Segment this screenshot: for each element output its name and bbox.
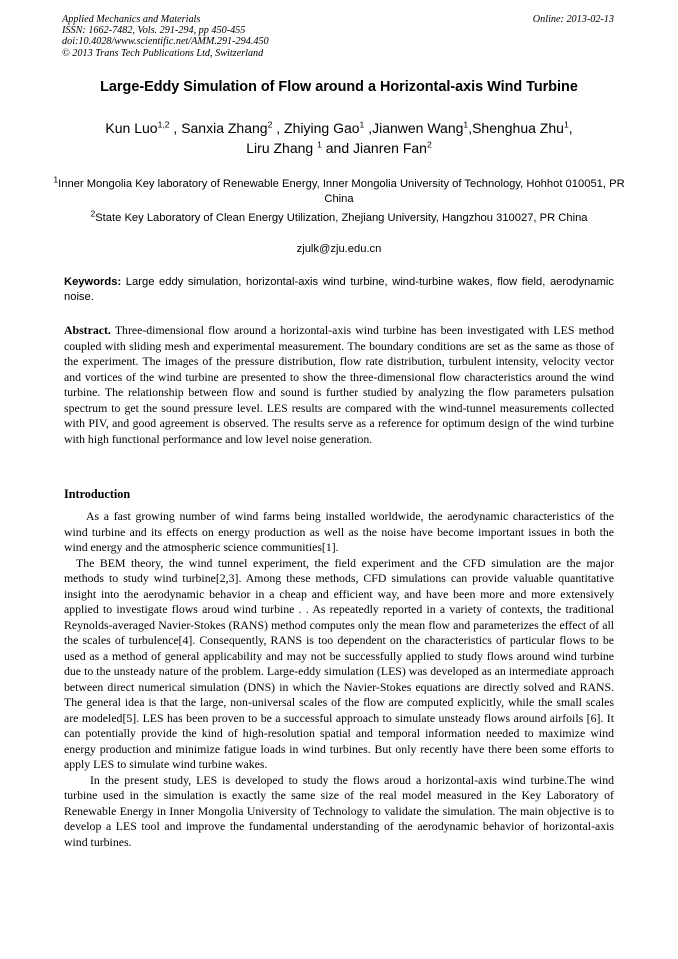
- author: Jianwen Wang$^1$,: [372, 119, 473, 136]
- journal-header: [62, 14, 614, 59]
- author-list: [40, 118, 638, 158]
- abstract: [64, 323, 614, 447]
- author: Liru Zhang $^1$ and: [246, 139, 354, 156]
- abstract-label: Abstract.: [64, 323, 111, 337]
- keywords-label: Keywords:: [64, 276, 122, 288]
- author: Kun Luo$^{1,2}$ ,: [105, 119, 182, 136]
- author: Zhiying Gao$^1$ ,: [284, 119, 373, 136]
- affiliation-1: $^1$Inner Mongolia Key laboratory of Renewable Energy, Inner Mongolia University of Technology, Hohhot 010051, PR China: [53, 174, 625, 205]
- doi-line: doi:10.4028/www.scientific.net/AMM.291-294.450: [62, 36, 269, 48]
- journal-name: Applied Mechanics and Materials: [62, 14, 201, 25]
- keywords: [64, 275, 614, 305]
- keywords-text: Large eddy simulation, horizontal-axis wind turbine, wind-turbine wakes, flow field, aerodynamic noise.: [64, 276, 614, 303]
- issn-line: ISSN: 1662-7482, Vols. 291-294, pp 450-455: [62, 25, 246, 37]
- introduction-body: [64, 509, 614, 850]
- affiliation-2: $^2$State Key Laboratory of Clean Energy Utilization, Zhejiang University, Hangzhou 310027, PR China: [90, 208, 588, 224]
- author: Jianren Fan$^2$: [353, 139, 432, 156]
- online-date: Online: 2013-02-13: [532, 14, 614, 25]
- abstract-text: Three-dimensional flow around a horizontal-axis wind turbine has been investigated with LES method coupled with sliding mesh and experimental measurement. The boundary conditions are set as the same as those of the experiment. The images of the pressure distribution, flow rate distribution, turbulent intensity, velocity vector and vortices of the wind turbine are presented to show the three-dimensional flow characteristics around the wind turbine. The relationship between flow and sound is further studied by analyzing the flow parameters pulsation spectrum to get the sound pressure level. LES results are compared with the wind-tunnel measurements collected with PIV, and good agreement is observed. The results serve as a reference for optimum design of the wind turbine with high functional performance and low level noise generation.: [64, 323, 614, 446]
- section-heading-introduction: Introduction: [64, 487, 131, 501]
- author: Sanxia Zhang$^2$ ,: [181, 119, 285, 136]
- contact-email[interactable]: zjulk@zju.edu.cn: [296, 243, 382, 255]
- paragraph: As a fast growing number of wind farms being installed worldwide, the aerodynamic characteristics of the wind turbine and its effects on energy production as well as the noise have become important issues in both the wind energy and the atmospheric science communities[1].: [64, 509, 614, 554]
- paper-title: Large-Eddy Simulation of Flow around a Horizontal-axis Wind Turbine: [100, 79, 578, 95]
- paragraph: The BEM theory, the wind tunnel experiment, the field experiment and the CFD simulation are the major methods to study wind turbine[2,3]. Among these methods, CFD simulations can provide valuable quantitative insight into the aerodynamic behavior in a cheap and efficient way, and have been more and more extensively applied to investigate flows aroud wind turbine . . As repeatedly reported in a variety of contexts, the traditional Reynolds-averaged Navier-Stokes (RANS) method computes only the mean flow and parameterizes the effect of all the scales of turbulence[4]. Consequently, RANS is too dependent on the characteristics of particular flows to be used as a method of general applicability and may not be successfully applied to study flows around wind turbine due to the unsteady nature of the problem. Large-eddy simulation (LES) was developed as an intermediate approach between direct numerical simulation (DNS) in which the Navier-Stokes equations are directly solved and RANS. The general idea is that the large, non-universal scales of the flow are computed explicitly, while the small scales are modeled[5]. LES has been proven to be a successful approach to simulate unsteady flows around airfoils [6]. It can potentially provide the kind of high-resolution spatial and temporal information needed to maximize wind energy production and minimize fatigue loads in wind turbines. But only recently have there been some efforts to apply LES to simulate wind turbine wakes.: [64, 555, 614, 771]
- author: Shenghua Zhu$^1$,: [472, 119, 573, 136]
- paragraph: In the present study, LES is developed to study the flows aroud a horizontal-axis wind turbine.The wind turbine used in the simulation is exactly the same size of the real model measured in the Key Laboratory of Renewable Energy in Inner Mongolia University of Technology to validate the simulation. The main objective is to develop a LES tool and improve the fundamental understanding of the aerodynamic behavior of horizontal-axis wind turbines.: [64, 772, 614, 849]
- copyright-line: © 2013 Trans Tech Publications Ltd, Switzerland: [62, 47, 264, 59]
